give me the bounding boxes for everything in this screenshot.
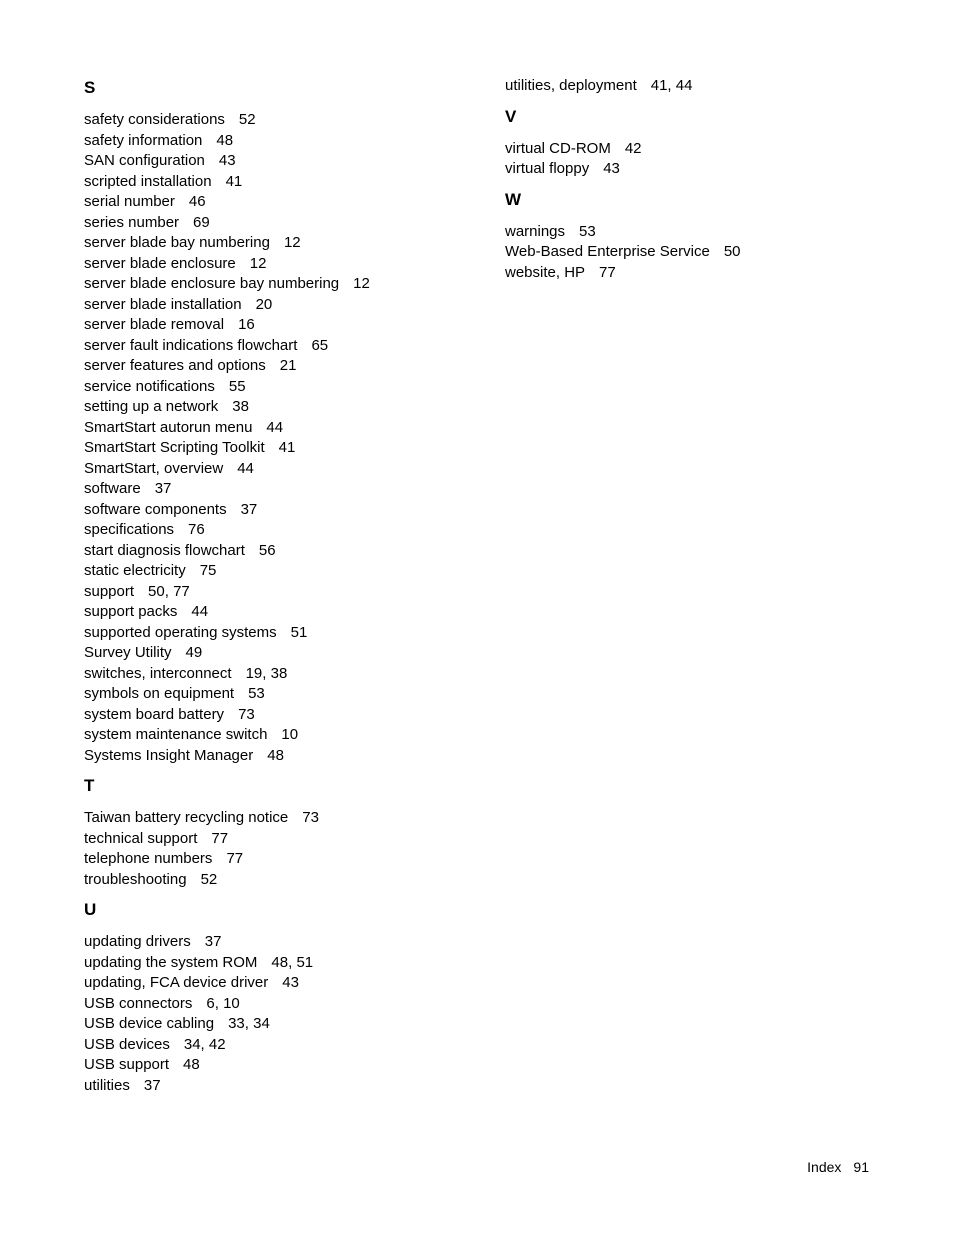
index-term: telephone numbers <box>84 850 213 867</box>
page-reference[interactable]: 43 <box>282 974 299 991</box>
index-term: scripted installation <box>84 173 212 190</box>
index-term: support packs <box>84 603 178 620</box>
index-term: utilities <box>84 1077 130 1094</box>
index-entry <box>84 953 313 973</box>
index-term: updating the system ROM <box>84 954 258 971</box>
page-reference[interactable]: 77 <box>599 264 616 281</box>
index-entry <box>84 274 370 294</box>
index-term: server blade bay numbering <box>84 234 270 251</box>
section-heading-v: V <box>505 106 517 126</box>
index-entry <box>84 172 242 192</box>
page-reference[interactable]: 52 <box>238 111 256 128</box>
page-reference[interactable]: 44 <box>266 419 284 436</box>
index-term: switches, interconnect <box>84 665 232 682</box>
index-entry <box>84 684 265 704</box>
page-reference[interactable]: 50 <box>723 243 741 260</box>
index-term: utilities, deployment <box>505 77 637 94</box>
index-term: setting up a network <box>84 398 219 415</box>
index-entry <box>84 377 246 397</box>
index-term: technical support <box>84 830 198 847</box>
index-entry <box>84 1014 270 1034</box>
index-entry <box>84 110 256 130</box>
index-entry <box>84 582 190 602</box>
page-reference[interactable]: 42 <box>624 140 642 157</box>
index-term: software components <box>84 501 227 518</box>
index-term: series number <box>84 214 180 231</box>
index-entry <box>84 520 205 540</box>
index-term: Systems Insight Manager <box>84 747 254 764</box>
index-entry <box>84 561 216 581</box>
page-reference[interactable]: 46 <box>188 193 206 210</box>
index-term: safety considerations <box>84 111 225 128</box>
page-reference[interactable]: 52 <box>200 871 218 888</box>
index-entry <box>505 222 596 242</box>
index-term: support <box>84 583 135 600</box>
page-reference[interactable]: 12 <box>249 255 267 272</box>
section-heading-u: U <box>84 900 97 919</box>
index-entry <box>84 151 236 171</box>
page-reference[interactable]: 41, 44 <box>650 77 693 94</box>
index-term: Taiwan battery recycling notice <box>84 809 289 826</box>
index-term: server fault indications flowchart <box>84 337 298 354</box>
page-reference[interactable]: 55 <box>228 378 246 395</box>
index-entry <box>84 295 272 315</box>
page-reference[interactable]: 33, 34 <box>228 1015 270 1032</box>
page-reference[interactable]: 49 <box>185 644 203 661</box>
index-entry <box>84 500 257 520</box>
index-entry <box>84 623 307 643</box>
index-entry <box>505 139 642 159</box>
page-reference[interactable]: 77 <box>211 830 229 847</box>
index-entry <box>84 849 243 869</box>
index-entry <box>84 643 202 663</box>
index-entry <box>84 870 217 890</box>
page-reference[interactable]: 44 <box>191 603 209 620</box>
index-term: Web-Based Enterprise Service <box>505 243 710 260</box>
page-reference[interactable]: 37 <box>204 933 222 950</box>
page-reference[interactable]: 41 <box>278 439 296 456</box>
page-reference[interactable]: 56 <box>258 542 276 559</box>
index-term: USB support <box>84 1056 170 1073</box>
index-entry <box>84 829 228 849</box>
index-term: USB connectors <box>84 995 193 1012</box>
page-reference[interactable]: 41 <box>225 173 243 190</box>
index-term: server features and options <box>84 357 266 374</box>
index-entry <box>84 1035 226 1055</box>
index-term: troubleshooting <box>84 871 187 888</box>
index-term: specifications <box>84 521 175 538</box>
index-entry <box>84 746 284 766</box>
index-entry <box>84 994 240 1014</box>
index-term: virtual floppy <box>505 160 590 177</box>
index-term: safety information <box>84 132 203 149</box>
index-term: serial number <box>84 193 175 210</box>
index-term: virtual CD-ROM <box>505 140 611 157</box>
index-entry <box>84 192 206 212</box>
page-reference[interactable]: 37 <box>240 501 258 518</box>
index-term: server blade enclosure <box>84 255 236 272</box>
page-reference[interactable]: 77 <box>226 850 244 867</box>
page-reference[interactable]: 44 <box>237 460 254 477</box>
index-term: symbols on equipment <box>84 685 235 702</box>
page-reference[interactable]: 12 <box>353 275 370 292</box>
page-reference[interactable]: 48 <box>183 1056 200 1073</box>
page-reference[interactable]: 65 <box>311 337 329 354</box>
page-reference[interactable]: 34, 42 <box>183 1036 226 1053</box>
footer-section-label: Index <box>807 1159 842 1175</box>
index-entry <box>84 664 287 684</box>
index-entry <box>84 397 249 417</box>
page-reference[interactable]: 69 <box>193 214 210 231</box>
index-entry <box>84 315 255 335</box>
index-entry <box>84 336 328 356</box>
page-footer <box>807 1158 869 1176</box>
index-entry <box>84 1055 200 1075</box>
index-term: service notifications <box>84 378 215 395</box>
index-term: software <box>84 480 141 497</box>
index-entry <box>505 242 741 262</box>
page-reference[interactable]: 73 <box>302 809 319 826</box>
page-reference[interactable]: 19, 38 <box>245 665 288 682</box>
page-reference[interactable]: 20 <box>255 296 273 313</box>
page-reference[interactable]: 43 <box>218 152 236 169</box>
page-reference[interactable]: 73 <box>238 706 255 723</box>
page-reference[interactable]: 10 <box>281 726 299 743</box>
index-entry <box>84 459 254 479</box>
index-entry <box>84 131 233 151</box>
index-term: system board battery <box>84 706 225 723</box>
page-reference[interactable]: 21 <box>279 357 297 374</box>
index-entry <box>84 973 299 993</box>
index-entry <box>84 418 283 438</box>
index-entry <box>84 725 298 745</box>
section-heading-w: W <box>505 189 522 209</box>
page-reference[interactable]: 37 <box>154 480 172 497</box>
page-reference[interactable]: 48 <box>216 132 234 149</box>
index-term: warnings <box>505 223 566 240</box>
page-reference[interactable]: 48 <box>267 747 284 764</box>
index-term: USB device cabling <box>84 1015 215 1032</box>
index-term: SmartStart autorun menu <box>84 419 253 436</box>
index-entry <box>84 541 276 561</box>
index-entry <box>84 356 296 376</box>
index-term: server blade enclosure bay numbering <box>84 275 340 292</box>
page-reference[interactable]: 50, 77 <box>148 583 190 600</box>
page-reference[interactable]: 53 <box>248 685 265 702</box>
index-term: system maintenance switch <box>84 726 268 743</box>
index-entry <box>84 1076 161 1096</box>
index-term: updating drivers <box>84 933 191 950</box>
page-reference[interactable]: 6, 10 <box>206 995 240 1012</box>
index-term: SAN configuration <box>84 152 205 169</box>
page-reference[interactable]: 37 <box>143 1077 161 1094</box>
section-heading-t: T <box>84 776 95 795</box>
index-term: updating, FCA device driver <box>84 974 269 991</box>
page-reference[interactable]: 53 <box>579 223 596 240</box>
index-entry <box>505 76 692 96</box>
index-entry <box>84 213 210 233</box>
page-reference[interactable]: 75 <box>199 562 217 579</box>
page-reference[interactable]: 43 <box>603 160 620 177</box>
index-entry <box>505 159 620 179</box>
index-entry <box>84 479 171 499</box>
index-entry <box>84 438 295 458</box>
index-entry <box>84 705 255 725</box>
index-entry <box>84 932 221 952</box>
page-reference[interactable]: 48, 51 <box>271 954 314 971</box>
index-term: USB devices <box>84 1036 170 1053</box>
index-term: website, HP <box>505 264 586 281</box>
index-term: SmartStart Scripting Toolkit <box>84 439 265 456</box>
section-heading-s: S <box>84 78 96 97</box>
page-reference[interactable]: 16 <box>238 316 255 333</box>
index-term: start diagnosis flowchart <box>84 542 245 559</box>
page-reference[interactable]: 51 <box>290 624 308 641</box>
index-term: server blade removal <box>84 316 225 333</box>
index-term: supported operating systems <box>84 624 277 641</box>
footer-page-number: 91 <box>853 1159 869 1175</box>
index-entry <box>84 808 319 828</box>
page-reference[interactable]: 12 <box>283 234 301 251</box>
index-entry <box>84 254 266 274</box>
index-entry <box>84 233 301 253</box>
page-reference[interactable]: 38 <box>232 398 249 415</box>
index-term: SmartStart, overview <box>84 460 224 477</box>
index-term: server blade installation <box>84 296 242 313</box>
index-entry <box>505 263 616 283</box>
page-reference[interactable]: 76 <box>188 521 205 538</box>
index-term: Survey Utility <box>84 644 172 661</box>
index-term: static electricity <box>84 562 186 579</box>
index-entry <box>84 602 208 622</box>
